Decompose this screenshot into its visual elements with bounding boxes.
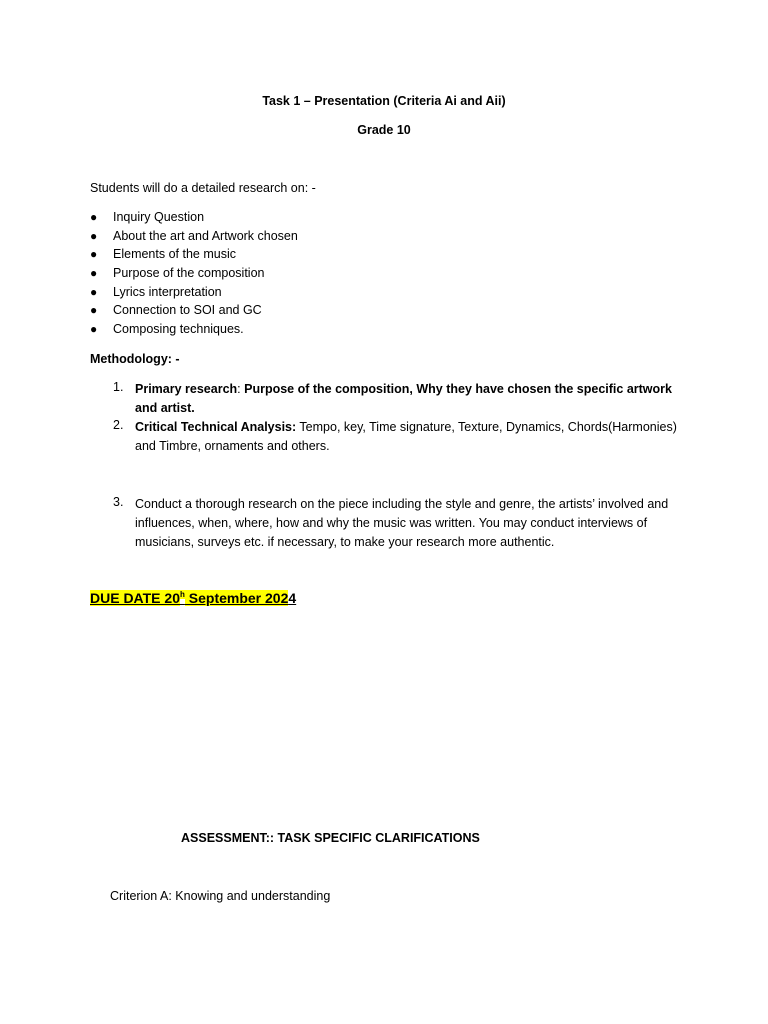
- bullet-icon: ●: [90, 303, 98, 318]
- item-lead: Primary research: [135, 382, 238, 396]
- bullet-icon: ●: [90, 284, 98, 299]
- bullet-icon: ●: [90, 322, 98, 337]
- item-lead: Critical Technical Analysis:: [135, 420, 297, 434]
- assessment-heading: ASSESSMENT:: TASK SPECIFIC CLARIFICATIONS: [181, 831, 480, 845]
- item-text: Tempo, key, Time signature, Texture, Dynamics, Chords(Harmonies) and Timbre, ornaments and others.: [135, 420, 677, 453]
- intro-text: Students will do a detailed research on: -: [90, 181, 316, 195]
- bullet-icon: ●: [90, 228, 98, 243]
- criterion-label: Criterion A: Knowing and understanding: [110, 889, 331, 903]
- methodology-heading: Methodology: -: [90, 352, 180, 366]
- bullet-icon: ●: [90, 247, 98, 262]
- item-text: Purpose of the composition, Why they have chosen the specific artwork and artist.: [135, 382, 672, 415]
- bullet-icon: ●: [90, 210, 98, 224]
- grade-label: Grade 10: [357, 123, 411, 137]
- bullet-icon: ●: [90, 266, 98, 281]
- page-title: Task 1 – Presentation (Criteria Ai and Aii): [262, 94, 506, 108]
- item-text: Conduct a thorough research on the piece including the style and genre, the artists’ involved and influences, when, where, how and why the music was written. You may conduct interviews of musicians, surveys etc. if necessary, to make your research more authentic.: [135, 497, 669, 549]
- due-date: DUE DATE 20$^h$ September 2024: [90, 590, 297, 606]
